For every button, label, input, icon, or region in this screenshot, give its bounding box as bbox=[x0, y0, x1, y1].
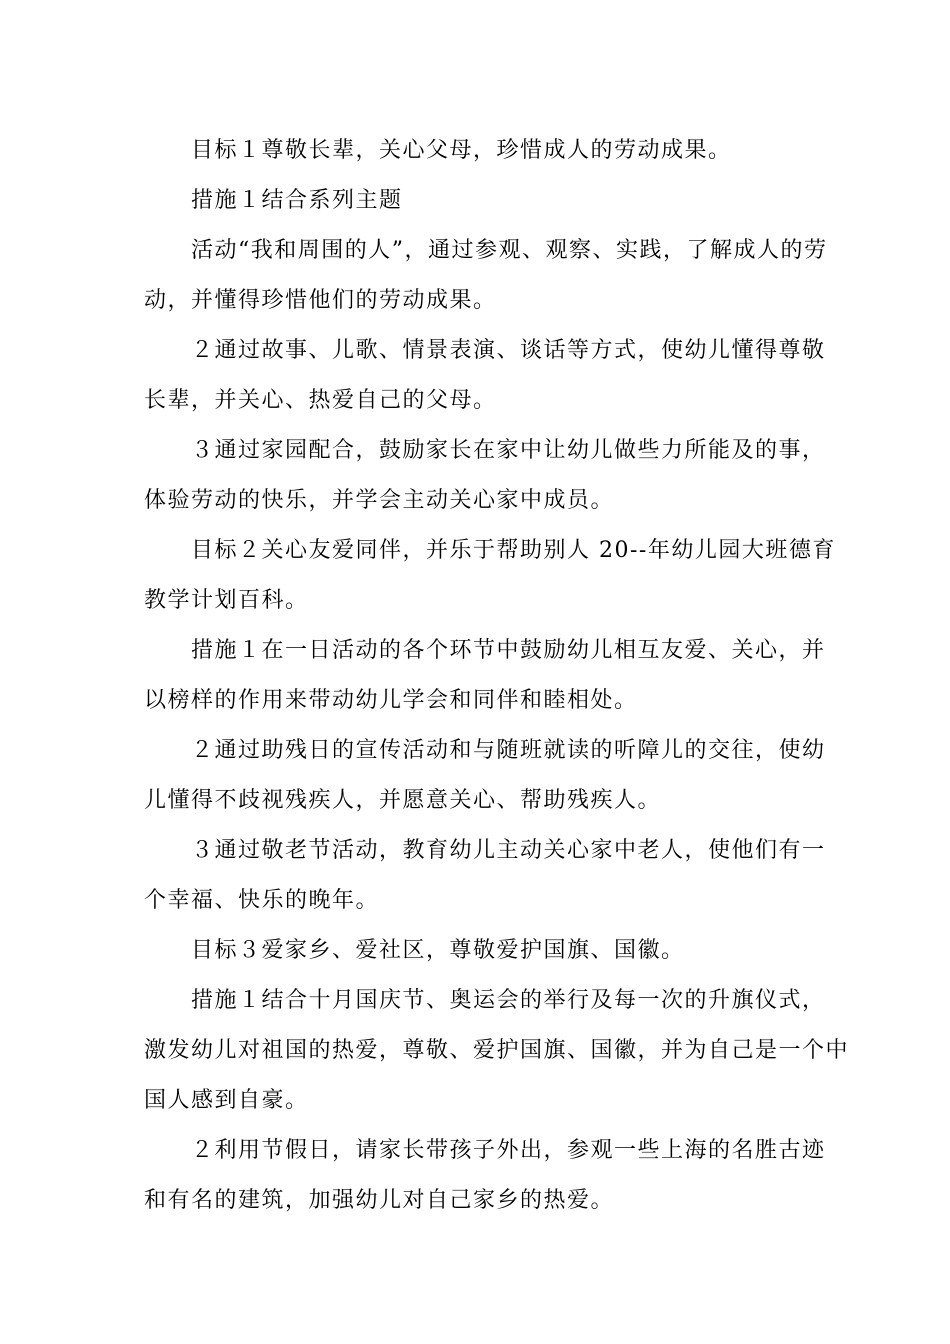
paragraph-line: 措施１结合系列主题 bbox=[191, 188, 403, 213]
paragraph-line: 活动“我和周围的人”，通过参观、观察、实践，了解成人的劳 bbox=[191, 238, 828, 263]
paragraph-line: 激发幼儿对祖国的热爱，尊敬、爱护国旗、国徽，并为自己是一个中 bbox=[144, 1038, 850, 1063]
paragraph-line: 和有名的建筑，加强幼儿对自己家乡的热爱。 bbox=[144, 1188, 615, 1213]
paragraph-line: ３通过家园配合，鼓励家长在家中让幼儿做些力所能及的事， bbox=[191, 438, 826, 463]
paragraph-line: 目标３爱家乡、爱社区，尊敬爱护国旗、国徽。 bbox=[191, 938, 685, 963]
paragraph-line: 目标１尊敬长辈，关心父母，珍惜成人的劳动成果。 bbox=[191, 138, 732, 163]
paragraph-line: ２通过助残日的宣传活动和与随班就读的听障儿的交往，使幼 bbox=[191, 738, 826, 763]
paragraph-line: 目标２关心友爱同伴，并乐于帮助别人 20--年幼儿园大班德育 bbox=[191, 538, 836, 563]
paragraph-line: 动，并懂得珍惜他们的劳动成果。 bbox=[144, 288, 497, 313]
paragraph-line: 儿懂得不歧视残疾人，并愿意关心、帮助残疾人。 bbox=[144, 788, 662, 813]
paragraph-line: ２通过故事、儿歌、情景表演、谈话等方式，使幼儿懂得尊敬 bbox=[191, 338, 826, 363]
paragraph-line: 国人感到自豪。 bbox=[144, 1088, 309, 1113]
paragraph-line: 教学计划百科。 bbox=[144, 588, 309, 613]
paragraph-line: ３通过敬老节活动，教育幼儿主动关心家中老人，使他们有一 bbox=[191, 838, 826, 863]
paragraph-line: 体验劳动的快乐，并学会主动关心家中成员。 bbox=[144, 488, 615, 513]
paragraph-line: 措施１结合十月国庆节、奥运会的举行及每一次的升旗仪式， bbox=[191, 988, 826, 1013]
paragraph-line: 个幸福、快乐的晚年。 bbox=[144, 888, 380, 913]
paragraph-line: 以榜样的作用来带动幼儿学会和同伴和睦相处。 bbox=[144, 688, 638, 713]
paragraph-line: 措施１在一日活动的各个环节中鼓励幼儿相互友爱、关心，并 bbox=[191, 638, 826, 663]
paragraph-line: 长辈，并关心、热爱自己的父母。 bbox=[144, 388, 497, 413]
paragraph-line: ２利用节假日，请家长带孩子外出，参观一些上海的名胜古迹 bbox=[191, 1138, 826, 1163]
